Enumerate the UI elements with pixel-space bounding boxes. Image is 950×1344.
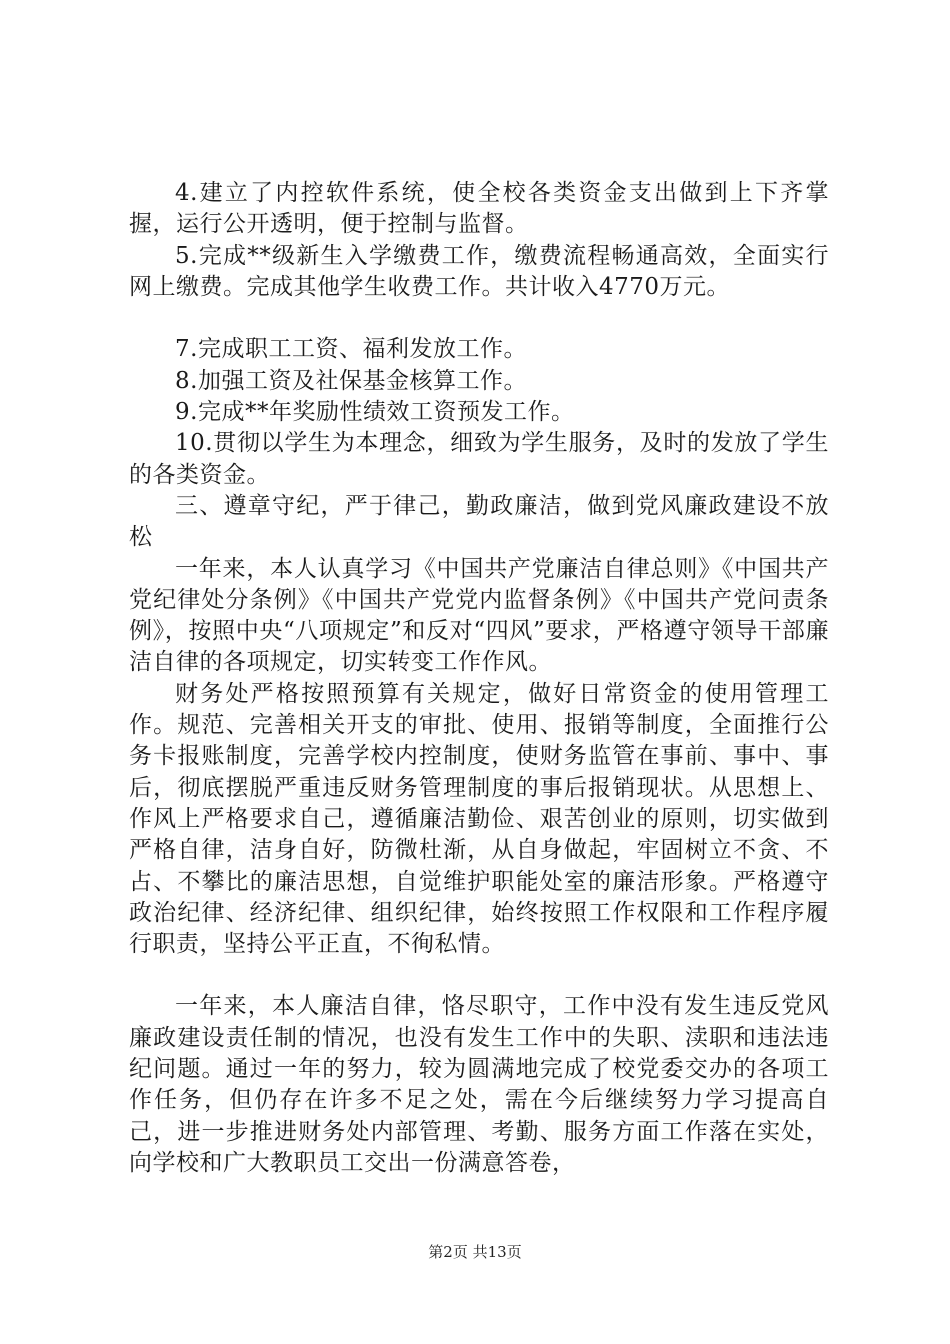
paragraph-summary: 一年来，本人廉洁自律，恪尽职守，工作中没有发生违反党风廉政建设责任制的情况，也没有发生工作中的失职、渎职和违法违纪问题。通过一年的努力，较为圆满地完成了校党委交办的各项工作任务，但仍存在许多不足之处，需在今后继续努力学习提高自己，进一步推进财务处内部管理、考勤、服务方面工作落在实处，向学校和广大教职员工交出一份满意答卷， bbox=[129, 993, 829, 1176]
paragraph-item-8: 8.加强工资及社保基金核算工作。 bbox=[175, 367, 527, 394]
section-heading-3: 三、遵章守纪，严于律己，勤政廉洁，做到党风廉政建设不放松 bbox=[129, 492, 829, 551]
paragraph-item-10: 10.贯彻以学生为本理念，细致为学生服务，及时的发放了学生的各类资金。 bbox=[129, 430, 829, 488]
page-footer: 第2页 共13页 bbox=[428, 1243, 522, 1261]
paragraph-item-9: 9.完成**年奖励性绩效工资预发工作。 bbox=[175, 399, 575, 426]
document-body bbox=[129, 178, 829, 1179]
paragraph-finance-office: 财务处严格按照预算有关规定，做好日常资金的使用管理工作。规范、完善相关开支的审批、使用、报销等制度，全面推行公务卡报账制度，完善学校内控制度，使财务监管在事前、事中、事后，彻底摆脱严重违反财务管理制度的事后报销现状。从思想上、作风上严格要求自己，遵循廉洁勤俭、艰苦创业的原则，切实做到严格自律，洁身自好，防微杜渐，从自身做起，牢固树立不贪、不占、不攀比的廉洁思想，自觉维护职能处室的廉洁形象。严格遵守政治纪律、经济纪律、组织纪律，始终按照工作权限和工作程序履行职责，坚持公平正直，不徇私情。 bbox=[129, 680, 829, 958]
paragraph-self-study: 一年来，本人认真学习《中国共产党廉洁自律总则》《中国共产党纪律处分条例》《中国共产党党内监督条例》《中国共产党问责条例》，按照中央“八项规定”和反对“四风”要求，严格遵守领导干部廉洁自律的各项规定，切实转变工作作风。 bbox=[129, 555, 829, 676]
paragraph-item-5: 5.完成**级新生入学缴费工作，缴费流程畅通高效，全面实行网上缴费。完成其他学生收费工作。共计收入4770万元。 bbox=[129, 242, 829, 300]
paragraph-item-4: 4.建立了内控软件系统，使全校各类资金支出做到上下齐掌握，运行公开透明，便于控制与监督。 bbox=[129, 180, 829, 238]
paragraph-item-7: 7.完成职工工资、福利发放工作。 bbox=[175, 336, 527, 363]
